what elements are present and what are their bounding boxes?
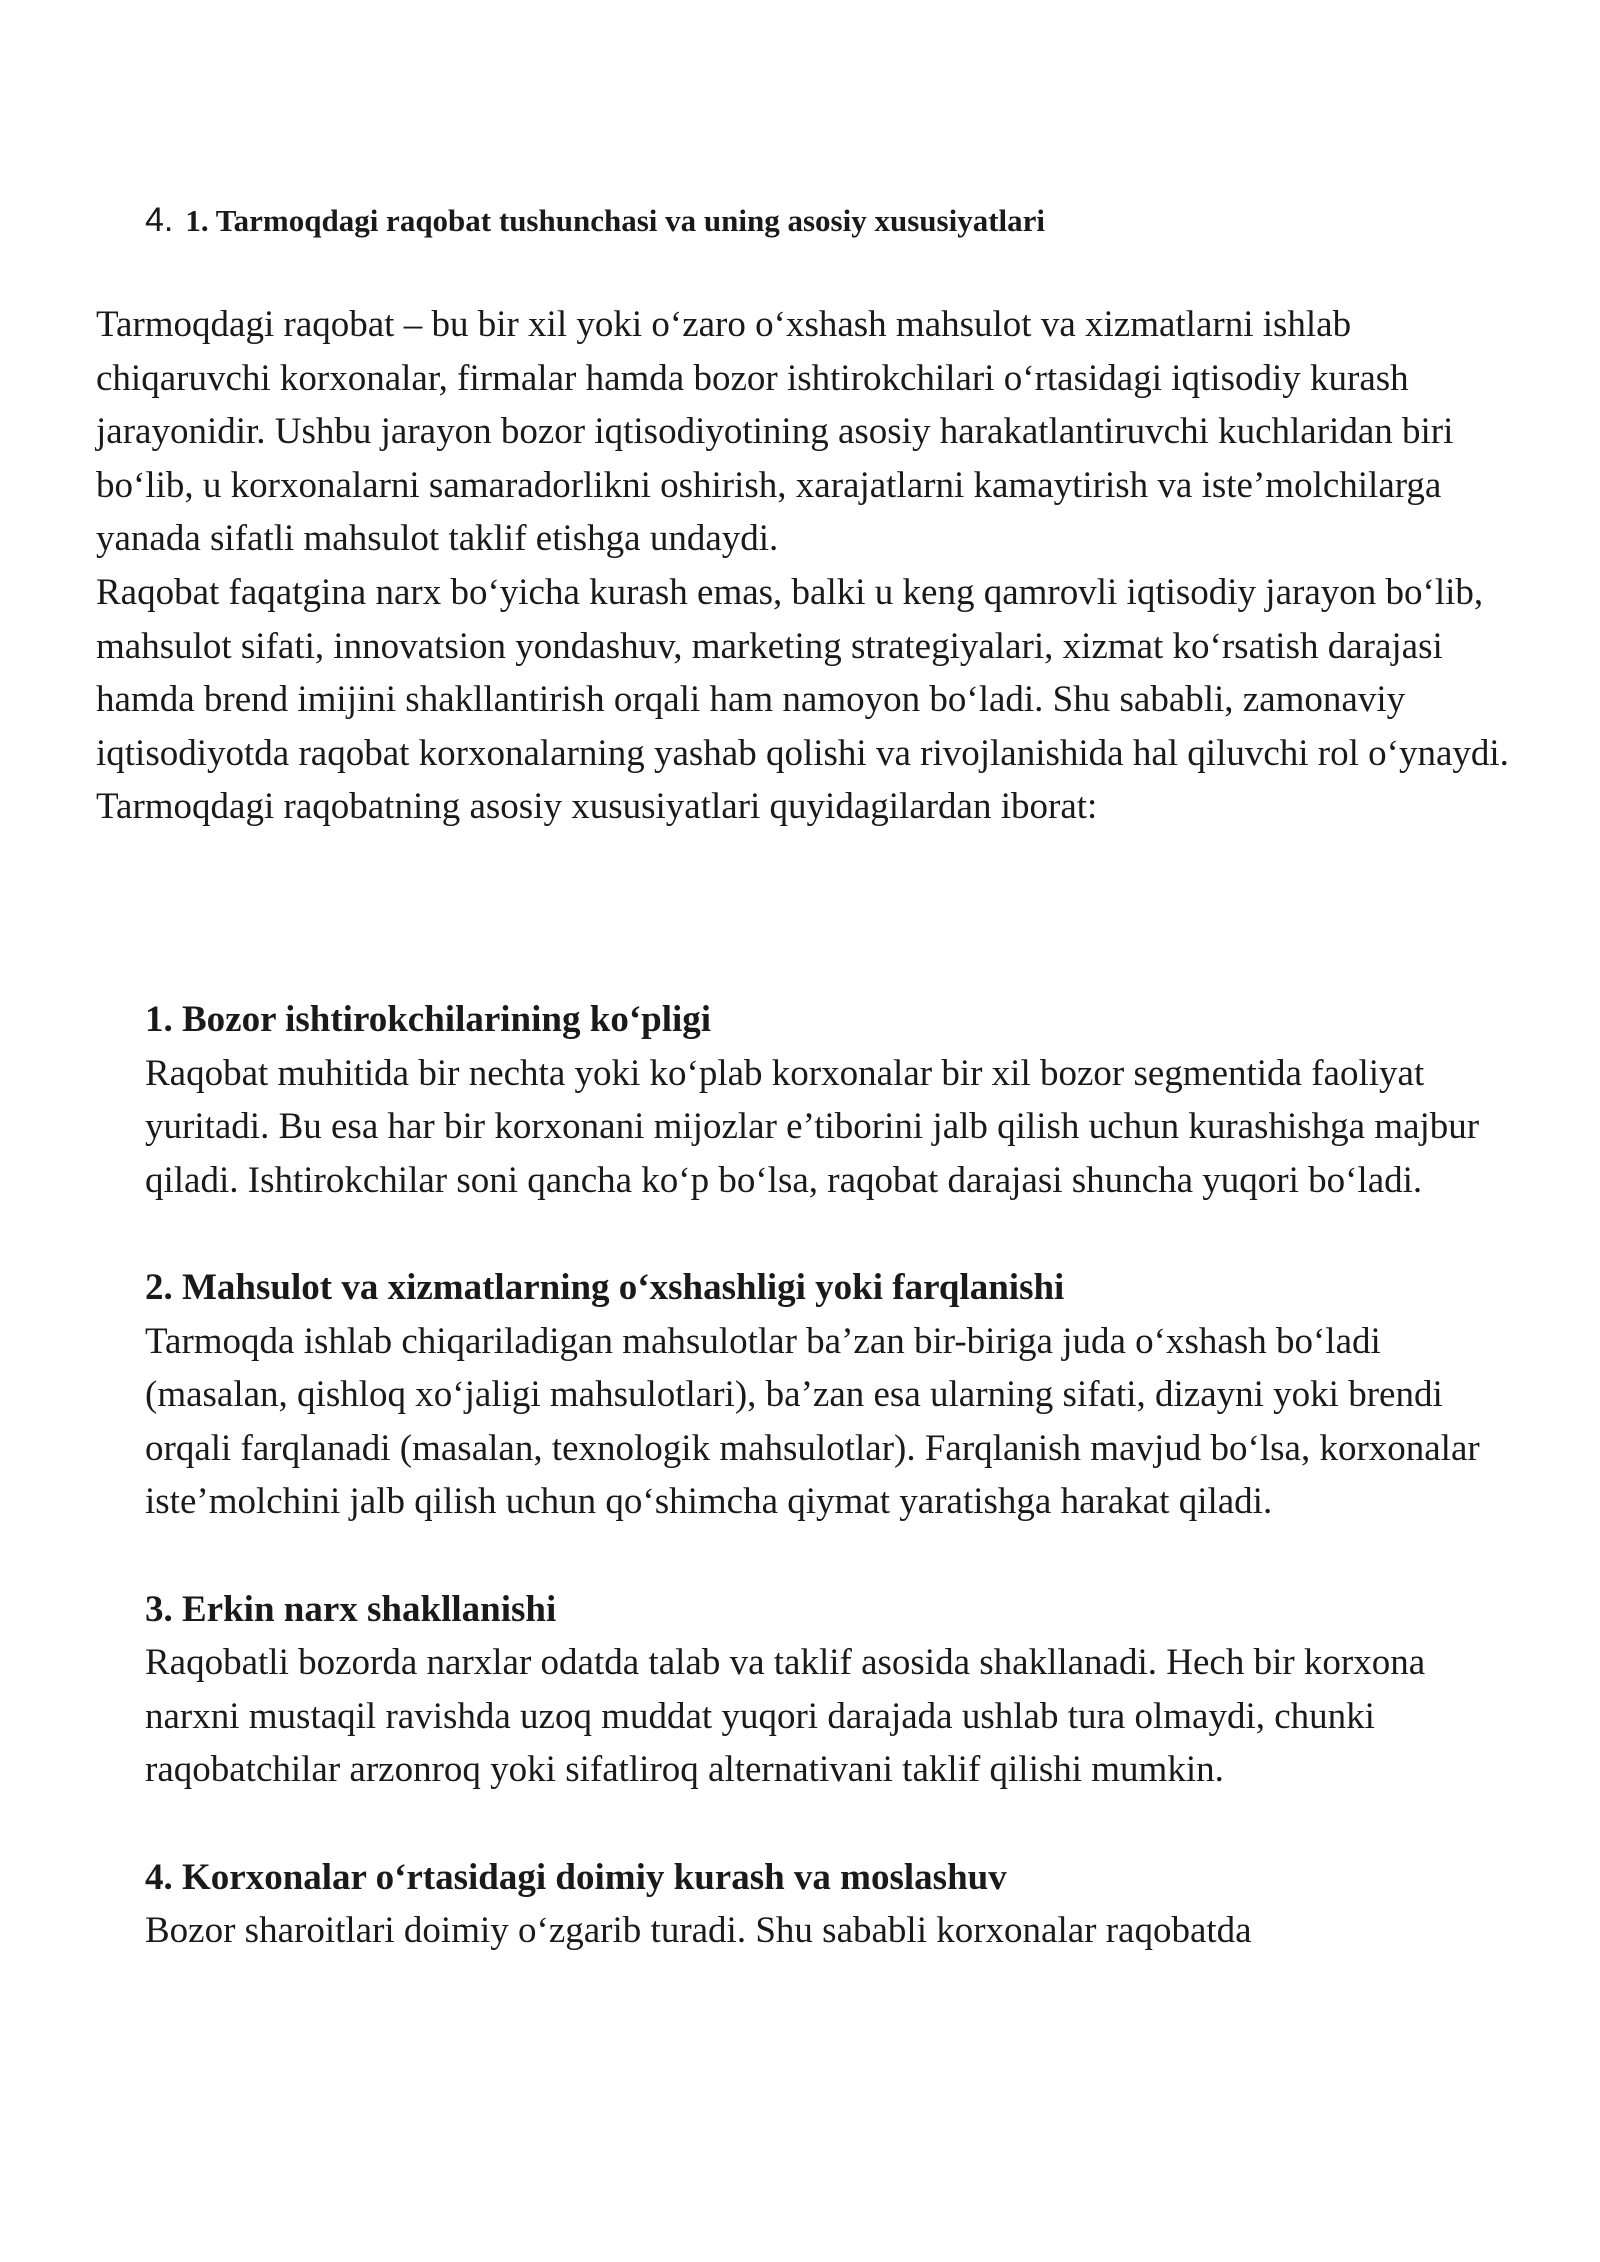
feature-body: Tarmoqda ishlab chiqariladigan mahsulotlar ba’zan bir-biriga juda o‘xshash bo‘ladi (masalan, qishloq xo‘jaligi mahsulotlari), ba’zan esa ularning sifati, dizayni yoki brendi orqali farqlanadi (masalan, texnologik mahsulotlar). Farqlanish mavjud bo‘lsa, korxonalar iste’molchini jalb qilish uchun qo‘shimcha qiymat yaratishga harakat qiladi. — [145, 1320, 1480, 1523]
feature-body: Raqobatli bozorda narxlar odatda talab va taklif asosida shakllanadi. Hech bir korxona narxni mustaqil ravishda uzoq muddat yuqori darajada ushlab tura olmaydi, chunki raqobatchilar arzonroq yoki sifatliroq alternativani taklif qilishi mumkin. — [145, 1642, 1426, 1791]
section-heading — [145, 196, 1045, 251]
feature-title: 3. Erkin narx shakllanishi — [145, 1588, 557, 1630]
feature-item — [145, 993, 1525, 1207]
intro-text — [96, 298, 1516, 834]
section-number: 4. — [145, 201, 174, 239]
feature-body: Bozor sharoitlari doimiy o‘zgarib turadi. Shu sababli korxonalar raqobatda — [145, 1910, 1252, 1952]
intro-paragraph: Tarmoqdagi raqobat – bu bir xil yoki o‘zaro o‘xshash mahsulot va xizmatlarni ishlab chiqaruvchi korxonalar, firmalar hamda bozor ishtirokchilari o‘rtasidagi iqtisodiy kurash jarayonidir. Ushbu jarayon bozor iqtisodiyotining asosiy harakatlantiruvchi kuchlaridan biri bo‘lib, u korxonalarni samaradorlikni oshirish, xarajatlarni kamaytirish va iste’molchilarga yanada sifatli mahsulot taklif etishga undaydi. — [96, 304, 1454, 560]
feature-body: Raqobat muhitida bir nechta yoki ko‘plab korxonalar bir xil bozor segmentida faoliyat yuritadi. Bu esa har bir korxonani mijozlar e’tiborini jalb qilish uchun kurashishga majbur qiladi. Ishtirokchilar soni qancha ko‘p bo‘lsa, raqobat darajasi shuncha yuqori bo‘ladi. — [145, 1052, 1480, 1201]
feature-title: 2. Mahsulot va xizmatlarning o‘xshashligi yoki farqlanishi — [145, 1266, 1065, 1308]
section-title: 1. Tarmoqdagi raqobat tushunchasi va uning asosiy xususiyatlari — [185, 203, 1046, 238]
feature-title: 4. Korxonalar o‘rtasidagi doimiy kurash va moslashuv — [145, 1856, 1007, 1898]
feature-title: 1. Bozor ishtirokchilarining ko‘pligi — [145, 999, 712, 1040]
feature-item — [145, 1583, 1525, 1797]
features-list — [145, 993, 1525, 2011]
intro-paragraph: Raqobat faqatgina narx bo‘yicha kurash emas, balki u keng qamrovli iqtisodiy jarayon bo‘lib, mahsulot sifati, innovatsion yondashuv, marketing strategiyalari, xizmat ko‘rsatish darajasi hamda brend imijini shakllantirish orqali ham namoyon bo‘ladi. Shu sababli, zamonaviy iqtisodiyotda raqobat korxonalarning yashab qolishi va rivojlanishida hal qiluvchi rol o‘ynaydi. — [96, 571, 1509, 774]
feature-item — [145, 1261, 1525, 1529]
intro-list-lead: Tarmoqdagi raqobatning asosiy xususiyatlari quyidagilardan iborat: — [96, 786, 1098, 828]
feature-item — [145, 1851, 1525, 1958]
